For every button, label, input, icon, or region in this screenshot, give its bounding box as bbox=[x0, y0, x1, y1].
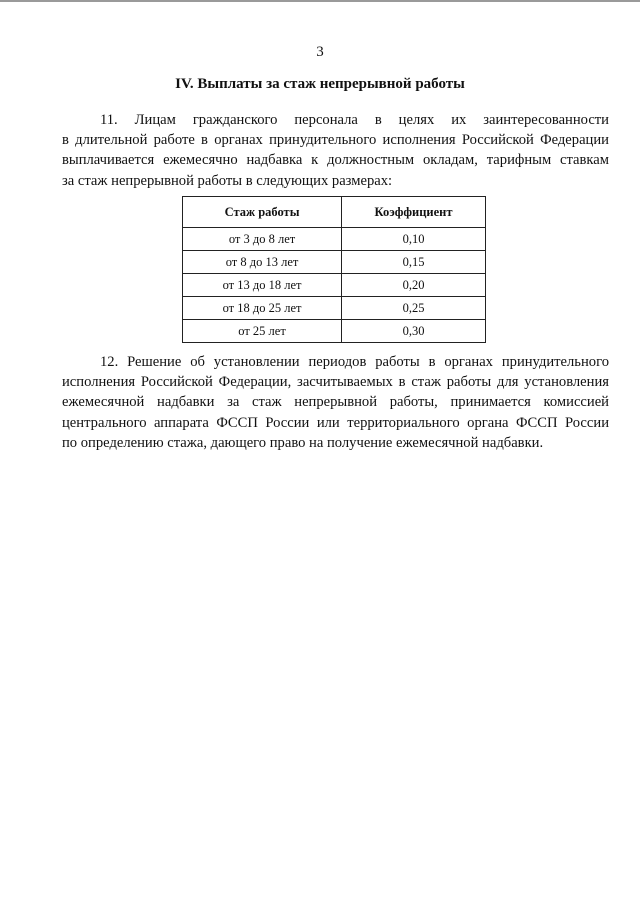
table-row bbox=[183, 228, 486, 251]
cell-seniority: от 18 до 25 лет bbox=[183, 297, 342, 320]
cell-seniority: от 3 до 8 лет bbox=[183, 228, 342, 251]
cell-coefficient: 0,20 bbox=[342, 274, 486, 297]
paragraph-12 bbox=[62, 352, 609, 453]
cell-coefficient: 0,10 bbox=[342, 228, 486, 251]
paragraph-11-line: 11. Лицам гражданского персонала в целях их заинтересованности bbox=[100, 112, 609, 128]
table-row bbox=[183, 274, 486, 297]
page-number: 3 bbox=[316, 44, 324, 60]
cell-coefficient: 0,25 bbox=[342, 297, 486, 320]
table-row bbox=[183, 297, 486, 320]
paragraph-12-line: 12. Решение об установлении периодов работы в органах принудительного bbox=[100, 354, 609, 370]
table-header-row bbox=[183, 197, 486, 228]
paragraph-12-line: ежемесячной надбавки за стаж непрерывной работы, принимается комиссией bbox=[62, 394, 609, 411]
paragraph-12-line: исполнения Российской Федерации, засчитываемых в стаж работы для установления bbox=[62, 374, 609, 391]
cell-seniority: от 25 лет bbox=[183, 320, 342, 343]
paragraph-11-line: выплачивается ежемесячно надбавка к должностным окладам, тарифным ставкам bbox=[62, 152, 609, 169]
header-coefficient: Коэффициент bbox=[342, 197, 486, 228]
paragraph-11 bbox=[62, 110, 609, 191]
paragraph-12-line: по определению стажа, дающего право на получение ежемесячной надбавки. bbox=[62, 434, 544, 451]
header-seniority: Стаж работы bbox=[183, 197, 342, 228]
section-title: IV. Выплаты за стаж непрерывной работы bbox=[175, 76, 465, 92]
paragraph-11-line: за стаж непрерывной работы в следующих размерах: bbox=[62, 172, 393, 189]
cell-coefficient: 0,30 bbox=[342, 320, 486, 343]
cell-seniority: от 13 до 18 лет bbox=[183, 274, 342, 297]
paragraph-11-line: в длительной работе в органах принудительного исполнения Российской Федерации bbox=[62, 132, 609, 149]
table-row bbox=[183, 320, 486, 343]
seniority-coefficient-table bbox=[182, 196, 486, 343]
paragraph-12-line: центрального аппарата ФССП России или территориального органа ФССП России bbox=[62, 414, 609, 431]
cell-coefficient: 0,15 bbox=[342, 251, 486, 274]
cell-seniority: от 8 до 13 лет bbox=[183, 251, 342, 274]
table-row bbox=[183, 251, 486, 274]
